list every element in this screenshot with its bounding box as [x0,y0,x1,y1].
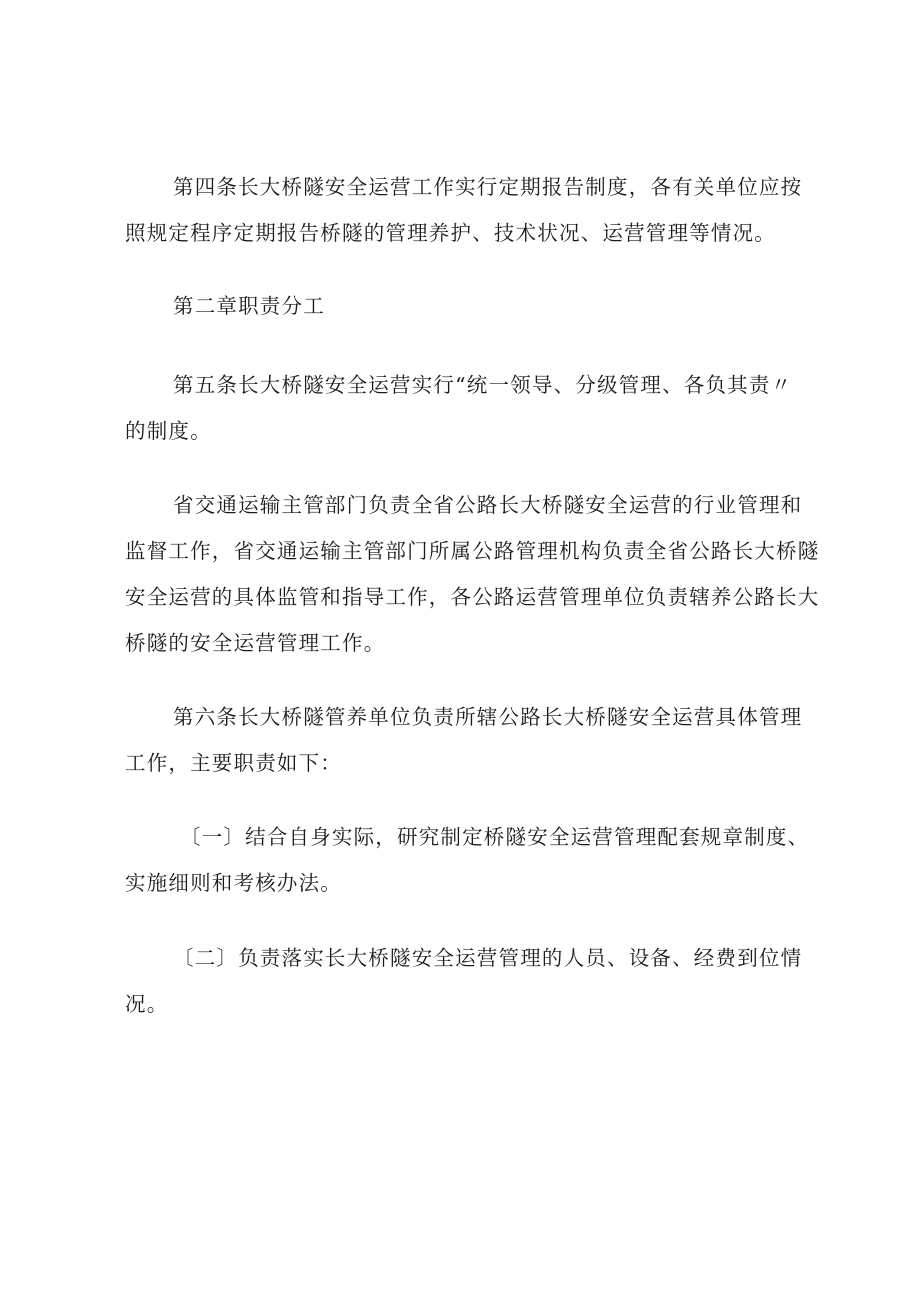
article-6-paragraph [125,694,815,786]
article-5-paragraph [125,362,815,454]
chapter-heading [125,283,815,329]
text-line: 第二章职责分工 [173,294,325,318]
text-line: 桥隧的安全运营管理工作。 [125,631,386,655]
text-line: 第四条长大桥隧安全运营工作实行定期报告制度，各有关单位应按 [173,175,803,199]
text-line: 工作，主要职责如下： [125,751,342,775]
text-line: 的制度。 [125,419,212,443]
article-6-item-1-paragraph [125,814,815,906]
text-line: 省交通运输主管部门负责全省公路长大桥隧安全运营的行业管理和 [173,493,803,517]
text-line: 监督工作，省交通运输主管部门所属公路管理机构负责全省公路长大桥隧 [125,539,820,563]
text-line: 照规定程序定期报告桥隧的管理养护、技术状况、运营管理等情况。 [125,221,776,245]
text-line: 况。 [125,992,169,1016]
text-line: 实施细则和考核办法。 [125,871,342,895]
text-line: 第五条长大桥隧安全运营实行“统一领导、分级管理、各负其责〃 [173,373,793,397]
text-line: 〔一〕结合自身实际，研究制定桥隧安全运营管理配套规章制度、 [180,825,810,849]
article-4-paragraph [125,164,815,256]
article-5-detail-paragraph [125,482,820,666]
text-line: 〔二〕负责落实长大桥隧安全运营管理的人员、设备、经费到位情 [173,946,803,970]
article-6-item-2-paragraph [125,935,815,1027]
text-line: 安全运营的具体监管和指导工作，各公路运营管理单位负责辖养公路长大 [125,585,820,609]
text-line: 第六条长大桥隧管养单位负责所辖公路长大桥隧安全运营具体管理 [173,705,803,729]
